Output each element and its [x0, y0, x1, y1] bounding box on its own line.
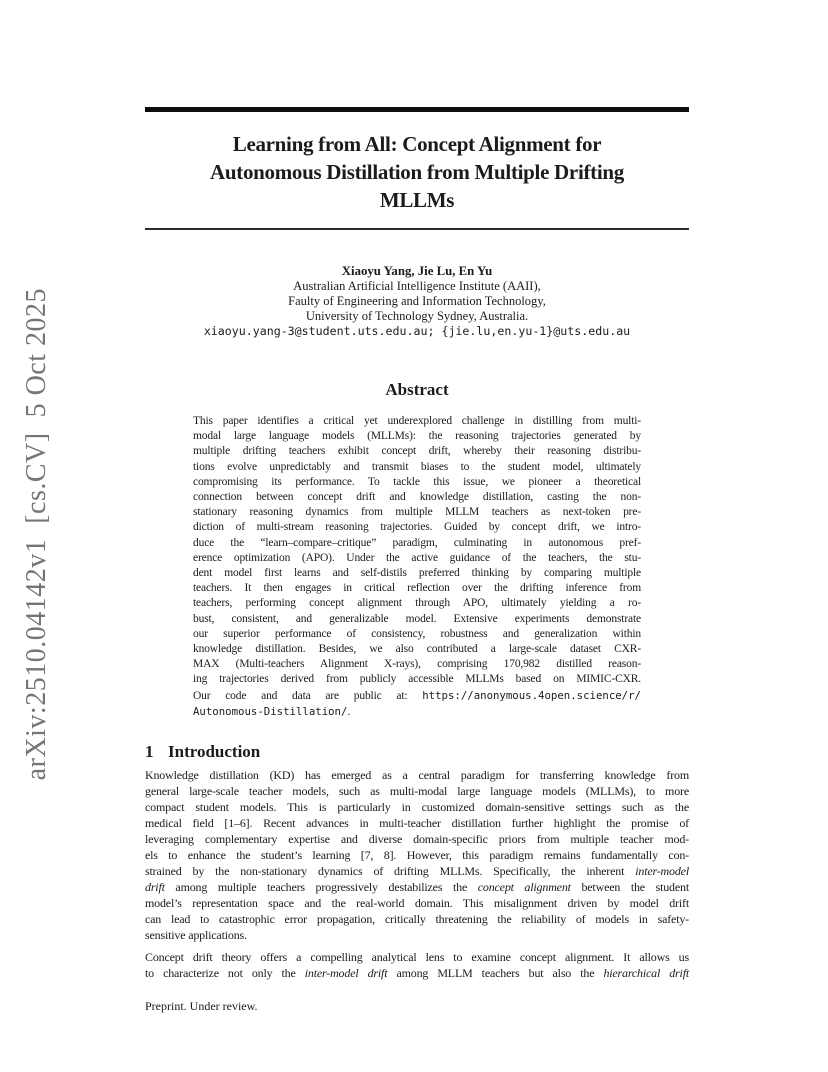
text-line: Autonomous-Distillation/.: [193, 704, 351, 718]
text-line: bust, consistent, and generalizable model. Extensive experiments demonstrate: [193, 612, 641, 625]
text-line: compromising its performance. To tackle this issue, we pioneer a theoretical: [193, 475, 641, 488]
text-line: general large-scale teacher models, such as multi-modal large language models (MLLMs), to more: [145, 784, 689, 799]
text-line: ing trajectories derived from publicly accessible MLLMs based on MIMIC-CXR.: [193, 673, 641, 686]
text-line: knowledge distillation. Besides, we also contributed a large-scale dataset CXR-: [193, 643, 641, 656]
text-line: erence optimization (APO). Under the active guidance of the teachers, the stu-: [193, 551, 641, 564]
text-line: els to enhance the student’s learning [7, 8]. However, this paradigm remains fundamentally con-: [145, 848, 689, 863]
text-line: duce the “learn–compare–critique” paradigm, culminating in autonomous pref-: [193, 536, 641, 549]
author-affiliations: [145, 279, 689, 324]
text-line: diction of multi-stream reasoning trajectories. Guided by concept drift, we intro-: [193, 521, 641, 534]
title-rule-bottom: [145, 228, 689, 230]
abstract-heading: Abstract: [385, 380, 449, 399]
text-line: model’s representation space and the real-world domain. This misalignment driven by model drift: [145, 896, 689, 911]
text-line: Autonomous Distillation from Multiple Drifting: [210, 160, 624, 184]
text-line: strained by the non-stationary dynamics of drifting MLLMs. Specifically, the inherent inter-model: [145, 864, 689, 879]
preprint-footnote: Preprint. Under review.: [145, 999, 258, 1014]
text-line: modal large language models (MLLMs): the reasoning trajectories generated by: [193, 430, 641, 443]
text-line: MAX (Multi-teachers Alignment X-rays), comprising 170,982 distilled reason-: [193, 658, 641, 671]
paper-title: [145, 130, 689, 214]
text-line: our superior performance of consistency, robustness and generalization within: [193, 627, 641, 640]
text-line: teachers. It then engages in critical reflection over the drifting inference from: [193, 582, 641, 595]
author-names: Xiaoyu Yang, Jie Lu, En Yu: [341, 264, 493, 278]
text-line: tions evolve unpredictably and transmit biases to the student model, ultimately: [193, 460, 641, 473]
section-number: 1: [145, 742, 154, 762]
title-rule-top: [145, 107, 689, 112]
arxiv-watermark: arXiv:2510.04142v1 [cs.CV] 5 Oct 2025: [21, 288, 52, 781]
section-title: Introduction: [168, 742, 261, 762]
text-line: stationary reasoning dynamics from multiple MLLM teachers as next-token pre-: [193, 506, 641, 519]
text-line: compact student models. This is particularly in customized domain-sensitive settings such as the: [145, 800, 689, 815]
author-block: [145, 264, 689, 339]
text-line: leveraging complementary expertise and diverse domain-specific priors from multiple teacher mod-: [145, 832, 689, 847]
text-line: dent model first learns and self-distils preferred thinking by comparing multiple: [193, 567, 641, 580]
text-line: connection between concept drift and knowledge distillation, casting the non-: [193, 491, 641, 504]
text-line: drift among multiple teachers progressively destabilizes the concept alignment between the student: [145, 880, 689, 895]
intro-paragraph-1: [145, 767, 689, 943]
text-line: can lead to catastrophic error propagation, critically threatening the reliability of models in safety-: [145, 912, 689, 927]
abstract-body: [193, 414, 641, 720]
text-line: Faulty of Engineering and Information Technology,: [288, 294, 546, 308]
text-line: sensitive applications.: [145, 928, 247, 943]
text-line: Knowledge distillation (KD) has emerged as a central paradigm for transferring knowledge from: [145, 768, 689, 783]
text-line: Australian Artificial Intelligence Institute (AAII),: [293, 279, 541, 293]
text-line: University of Technology Sydney, Australia.: [305, 309, 529, 323]
text-line: medical field [1–6]. Recent advances in multi-teacher distillation further highlight the promise of: [145, 816, 689, 831]
text-line: multiple drifting teachers exhibit concept drift, whereby their reasoning distribu-: [193, 445, 641, 458]
text-line: to characterize not only the inter-model drift among MLLM teachers but also the hierarchical drift: [145, 966, 690, 981]
author-emails: xiaoyu.yang-3@student.uts.edu.au; {jie.lu,en.yu-1}@uts.edu.au: [203, 324, 631, 338]
text-line: MLLMs: [379, 188, 455, 212]
text-line: teachers, performing concept alignment through APO, ultimately yielding a ro-: [193, 597, 641, 610]
section-heading-introduction: [145, 742, 689, 761]
intro-paragraph-2: [145, 949, 689, 981]
paper-content-column: [145, 0, 689, 1014]
text-line: This paper identifies a critical yet underexplored challenge in distilling from multi-: [193, 415, 641, 427]
text-line: Our code and data are public at: https://anonymous.4open.science/r/: [193, 688, 641, 702]
text-line: Learning from All: Concept Alignment for: [232, 132, 602, 156]
text-line: Concept drift theory offers a compelling analytical lens to examine concept alignment. It allows us: [145, 950, 689, 965]
